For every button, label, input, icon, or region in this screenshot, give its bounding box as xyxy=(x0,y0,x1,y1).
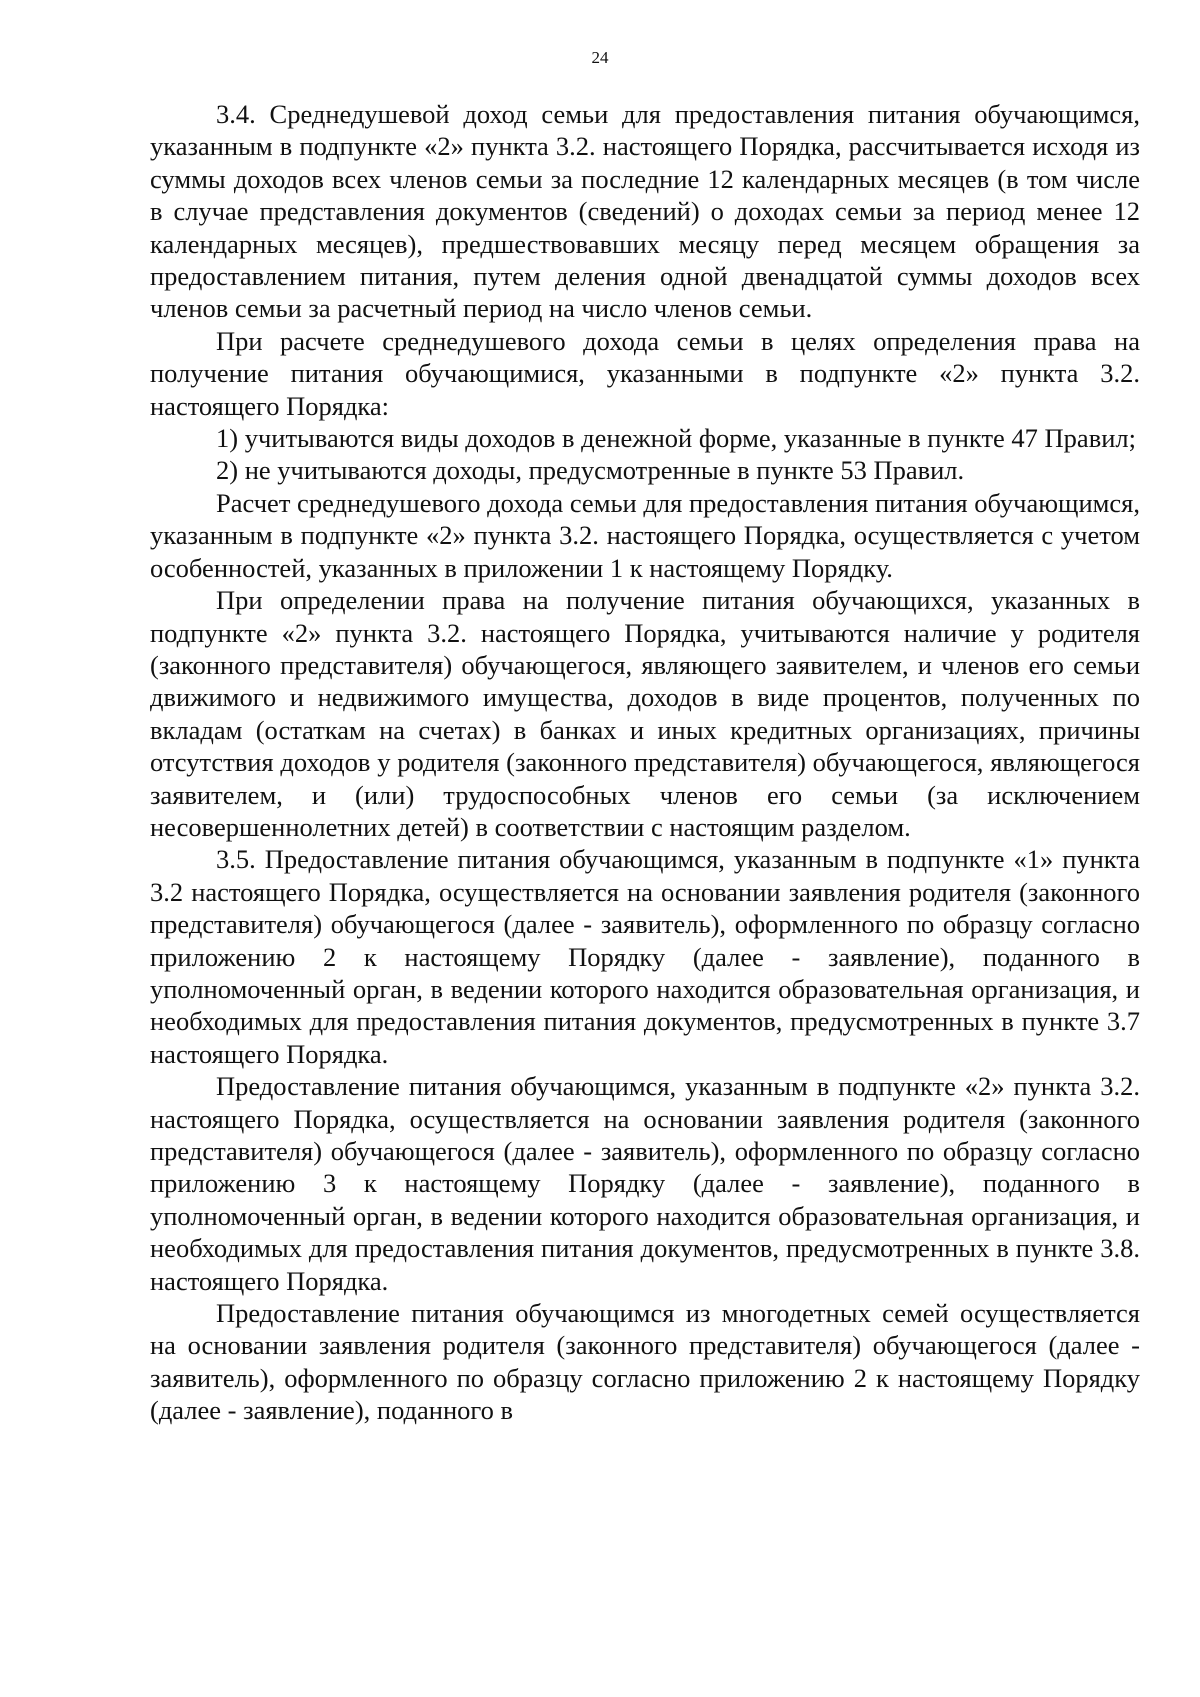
paragraph-right-determination: При определении права на получение питания обучающихся, указанных в подпункте «2» пункта 3.2. настоящего Порядка, учитываются наличие у родителя (законного представителя) обучающегося, являющего заявителем, и членов его семьи движимого и недвижимого имущества, доходов в виде процентов, полученных по вкладам (остаткам на счетах) в банках и иных кредитных организациях, причины отсутствия доходов у родителя (законного представителя) обучающегося, являющегося заявителем, и (или) трудоспособных членов его семьи (за исключением несовершеннолетних детей) в соответствии с настоящим разделом. xyxy=(150,585,1140,842)
paragraph-3-5: 3.5. Предоставление питания обучающимся, указанным в подпункте «1» пункта 3.2 настоящего Порядка, осуществляется на основании заявления родителя (законного представителя) обучающегося (далее - заявитель), оформленного по образцу согласно приложению 2 к настоящему Порядку (далее - заявление), поданного в уполномоченный орган, в ведении которого находится образовательная организация, и необходимых для предоставления питания документов, предусмотренных в пункте 3.7 настоящего Порядка. xyxy=(150,844,1140,1069)
paragraph-large-families: Предоставление питания обучающимся из многодетных семей осуществляется на основании заявления родителя (законного представителя) обучающегося (далее - заявитель), оформленного по образцу согласно приложению 2 к настоящему Порядку (далее - заявление), поданного в xyxy=(150,1298,1140,1426)
page-number: 24 xyxy=(591,48,609,67)
paragraph-calculation-intro: При расчете среднедушевого дохода семьи в целях определения права на получение питания обучающимися, указанными в подпункте «2» пункта 3.2. настоящего Порядка: xyxy=(150,325,1140,421)
list-item-1: 1) учитываются виды доходов в денежной форме, указанные в пункте 47 Правил; xyxy=(216,423,1136,454)
paragraph-3-4: 3.4. Среднедушевой доход семьи для предоставления питания обучающимся, указанным в подпункте «2» пункта 3.2. настоящего Порядка, рассчитывается исходя из суммы доходов всех членов семьи за последние 12 календарных месяцев (в том числе в случае представления документов (сведений) о доходах семьи за период менее 12 календарных месяцев), предшествовавших месяцу перед месяцем обращения за предоставлением питания, путем деления одной двенадцатой суммы доходов всех членов семьи за расчетный период на число членов семьи. xyxy=(150,99,1140,324)
paragraph-calculation-features: Расчет среднедушевого дохода семьи для предоставления питания обучающимся, указанным в подпункте «2» пункта 3.2. настоящего Порядка, осуществляется с учетом особенностей, указанных в приложении 1 к настоящему Порядку. xyxy=(150,487,1140,583)
paragraph-subpoint-2: Предоставление питания обучающимся, указанным в подпункте «2» пункта 3.2. настоящего Порядка, осуществляется на основании заявления родителя (законного представителя) обучающегося (далее - заявитель), оформленного по образцу согласно приложению 3 к настоящему Порядку (далее - заявление), поданного в уполномоченный орган, в ведении которого находится образовательная организация, и необходимых для предоставления питания документов, предусмотренных в пункте 3.8. настоящего Порядка. xyxy=(150,1071,1140,1296)
list-item-2: 2) не учитываются доходы, предусмотренные в пункте 53 Правил. xyxy=(216,455,965,486)
document-body xyxy=(150,98,1140,1427)
